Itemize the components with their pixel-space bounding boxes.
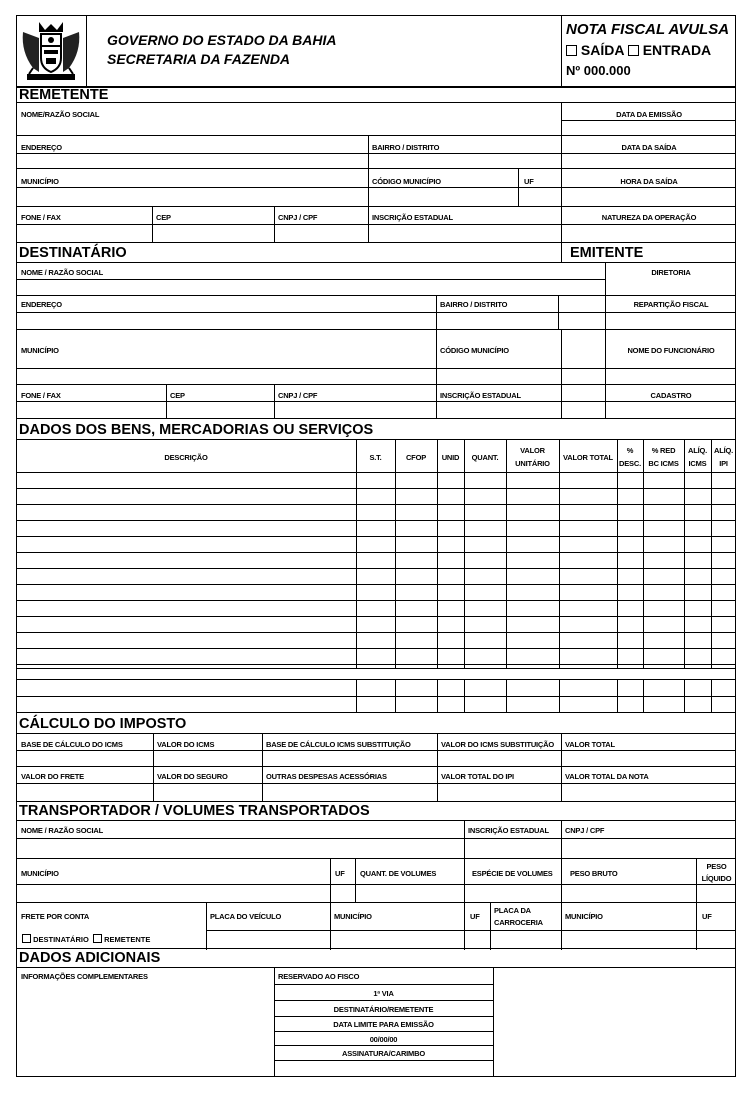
- operation-type: [566, 41, 711, 59]
- items-column-line: [684, 439, 685, 668]
- destinatario-title: DESTINATÁRIO: [19, 245, 127, 261]
- col-red-bc-label-1: % RED: [651, 446, 676, 455]
- saida-label: SAÍDA: [580, 42, 624, 58]
- items-column-line: [356, 439, 357, 668]
- valor-icms-subst-label: VALOR DO ICMS SUBSTITUIÇÃO: [441, 740, 554, 749]
- items-column-line: [559, 439, 560, 668]
- calculo-title: CÁLCULO DO IMPOSTO: [19, 716, 187, 732]
- document-number: Nº 000.000: [566, 63, 631, 78]
- items-row-line: [16, 584, 736, 585]
- items-row-line: [16, 520, 736, 521]
- remetente-inscricao-label: INSCRIÇÃO ESTADUAL: [372, 213, 453, 222]
- col-quant-label: QUANT.: [471, 453, 499, 462]
- remetente-endereco-label: ENDEREÇO: [21, 143, 62, 152]
- nome-funcionario-label: NOME DO FUNCIONÁRIO: [627, 346, 715, 355]
- items-row-line: [16, 504, 736, 505]
- carroceria-municipio-label: MUNICÍPIO: [565, 912, 603, 921]
- items-row-line: [16, 664, 736, 665]
- outras-despesas-label: OUTRAS DESPESAS ACESSÓRIAS: [266, 772, 387, 781]
- destinatario-codigo-municipio-label: CÓDIGO MUNICÍPIO: [440, 346, 509, 355]
- assinatura-carimbo-label: ASSINATURA/CARIMBO: [342, 1049, 425, 1058]
- remetente-codigo-municipio-label: CÓDIGO MUNICÍPIO: [372, 177, 441, 186]
- transp-uf-label: UF: [335, 869, 345, 878]
- valor-seguro-label: VALOR DO SEGURO: [157, 772, 228, 781]
- destinatario-remetente-label: DESTINATÁRIO/REMETENTE: [333, 1005, 434, 1014]
- col-valor-unitario-label-1: VALOR: [520, 446, 545, 455]
- info-complementares-label: INFORMAÇÕES COMPLEMENTARES: [21, 972, 148, 981]
- valor-icms-label: VALOR DO ICMS: [157, 740, 215, 749]
- col-unid-label: UNID: [441, 453, 460, 462]
- frete-destinatario-checkbox[interactable]: [22, 934, 31, 943]
- remetente-cep-label: CEP: [156, 213, 171, 222]
- adicionais-title: DADOS ADICIONAIS: [19, 950, 161, 966]
- col-aliq-ipi-label-2: IPI: [719, 459, 728, 468]
- transp-inscricao-label: INSCRIÇÃO ESTADUAL: [468, 826, 549, 835]
- items-title: DADOS DOS BENS, MERCADORIAS OU SERVIÇOS: [19, 422, 374, 438]
- col-aliq-icms-label-1: ALÍQ.: [688, 446, 707, 455]
- quant-volumes-label: QUANT. DE VOLUMES: [360, 869, 437, 878]
- carroceria-uf-label: UF: [702, 912, 712, 921]
- cadastro-label: CADASTRO: [650, 391, 692, 400]
- frete-conta-label: FRETE POR CONTA: [21, 912, 90, 921]
- items-row-line: [16, 536, 736, 537]
- diretoria-label: DIRETORIA: [651, 268, 691, 277]
- items-column-line: [506, 439, 507, 668]
- valor-total-produtos-label: VALOR TOTAL: [565, 740, 615, 749]
- col-red-bc-label-2: BC ICMS: [648, 459, 679, 468]
- peso-liquido-label-2: LÍQUIDO: [701, 874, 732, 883]
- emitente-title: EMITENTE: [570, 245, 644, 261]
- destinatario-municipio-label: MUNICÍPIO: [21, 346, 59, 355]
- col-cfop-label: CFOP: [405, 453, 427, 462]
- transp-cnpj-label: CNPJ / CPF: [565, 826, 605, 835]
- transp-nome-label: NOME / RAZÃO SOCIAL: [21, 826, 104, 835]
- placa-veiculo-label: PLACA DO VEÍCULO: [210, 912, 282, 921]
- items-row-line: [16, 552, 736, 553]
- items-row-line: [16, 472, 736, 473]
- placa-carroceria-label-2: CARROCERIA: [494, 918, 543, 927]
- items-row-line: [16, 568, 736, 569]
- data-emissao-label: DATA DA EMISSÃO: [616, 110, 682, 119]
- remetente-cnpj-label: CNPJ / CPF: [278, 213, 318, 222]
- peso-bruto-label: PESO BRUTO: [570, 869, 618, 878]
- frete-remetente-label: REMETENTE: [104, 935, 151, 944]
- frete-remetente-checkbox[interactable]: [93, 934, 102, 943]
- transportador-title: TRANSPORTADOR / VOLUMES TRANSPORTADOS: [19, 803, 370, 819]
- remetente-fone-label: FONE / FAX: [21, 213, 61, 222]
- bahia-coat-of-arms-icon: [19, 18, 83, 84]
- government-name: GOVERNO DO ESTADO DA BAHIA: [107, 32, 337, 48]
- form-body-frame: [16, 87, 736, 1077]
- items-column-line: [711, 439, 712, 668]
- col-desc-label-2: DESC.: [619, 459, 641, 468]
- remetente-uf-label: UF: [524, 177, 534, 186]
- items-column-line: [617, 439, 618, 668]
- frete-destinatario-label: DESTINATÁRIO: [33, 935, 89, 944]
- remetente-title: REMETENTE: [19, 87, 109, 103]
- base-icms-subst-label: BASE DE CÁLCULO ICMS SUBSTITUIÇÃO: [266, 740, 411, 749]
- destinatario-cnpj-label: CNPJ / CPF: [278, 391, 318, 400]
- col-valor-unitario-label-2: UNITÁRIO: [515, 459, 550, 468]
- peso-liquido-label-1: PESO: [706, 862, 727, 871]
- items-row-line: [16, 600, 736, 601]
- hora-saida-label: HORA DA SAÍDA: [620, 177, 678, 186]
- document-title: NOTA FISCAL AVULSA: [566, 21, 730, 38]
- placa-carroceria-label-1: PLACA DA: [494, 906, 531, 915]
- base-icms-label: BASE DE CÁLCULO DO ICMS: [21, 740, 123, 749]
- reparticao-fiscal-label: REPARTIÇÃO FISCAL: [633, 300, 709, 309]
- remetente-bairro-label: BAIRRO / DISTRITO: [372, 143, 440, 152]
- items-column-line: [643, 439, 644, 668]
- items-column-line: [395, 439, 396, 668]
- entrada-checkbox[interactable]: [628, 45, 639, 56]
- destinatario-cep-label: CEP: [170, 391, 185, 400]
- destinatario-endereco-label: ENDEREÇO: [21, 300, 62, 309]
- veiculo-municipio-label: MUNICÍPIO: [334, 912, 372, 921]
- remetente-municipio-label: MUNICÍPIO: [21, 177, 59, 186]
- col-aliq-icms-label-2: ICMS: [688, 459, 707, 468]
- destinatario-inscricao-label: INSCRIÇÃO ESTADUAL: [440, 391, 521, 400]
- valor-total-nota-label: VALOR TOTAL DA NOTA: [565, 772, 649, 781]
- col-desc-label-1: %: [626, 446, 634, 455]
- frete-options: [22, 934, 150, 945]
- valor-total-ipi-label: VALOR TOTAL DO IPI: [441, 772, 514, 781]
- reservado-fisco-label: RESERVADO AO FISCO: [278, 972, 360, 981]
- col-aliq-ipi-label-1: ALÍQ.: [714, 446, 733, 455]
- data-limite-value: 00/00/00: [369, 1035, 398, 1044]
- items-column-line: [437, 439, 438, 668]
- secretaria-name: SECRETARIA DA FAZENDA: [107, 51, 291, 67]
- data-limite-label: DATA LIMITE PARA EMISSÃO: [333, 1020, 434, 1029]
- veiculo-uf-label: UF: [470, 912, 480, 921]
- items-column-line: [464, 439, 465, 668]
- items-row-line: [16, 648, 736, 649]
- col-valor-total-label: VALOR TOTAL: [563, 453, 613, 462]
- items-row-line: [16, 632, 736, 633]
- valor-frete-label: VALOR DO FRETE: [21, 772, 84, 781]
- col-descricao-label: DESCRIÇÃO: [164, 453, 208, 462]
- natureza-operacao-label: NATUREZA DA OPERAÇÃO: [601, 213, 697, 222]
- destinatario-nome-label: NOME / RAZÃO SOCIAL: [21, 268, 104, 277]
- via-label: 1ª VIA: [373, 989, 394, 998]
- items-row-line: [16, 616, 736, 617]
- remetente-nome-label: NOME/RAZÃO SOCIAL: [21, 110, 100, 119]
- destinatario-fone-label: FONE / FAX: [21, 391, 61, 400]
- col-st-label: S.T.: [369, 453, 382, 462]
- transp-municipio-label: MUNICÍPIO: [21, 869, 59, 878]
- especie-volumes-label: ESPÉCIE DE VOLUMES: [472, 869, 553, 878]
- destinatario-bairro-label: BAIRRO / DISTRITO: [440, 300, 508, 309]
- entrada-label: ENTRADA: [642, 42, 712, 58]
- items-row-line: [16, 488, 736, 489]
- saida-checkbox[interactable]: [566, 45, 577, 56]
- data-saida-label: DATA DA SAÍDA: [621, 143, 677, 152]
